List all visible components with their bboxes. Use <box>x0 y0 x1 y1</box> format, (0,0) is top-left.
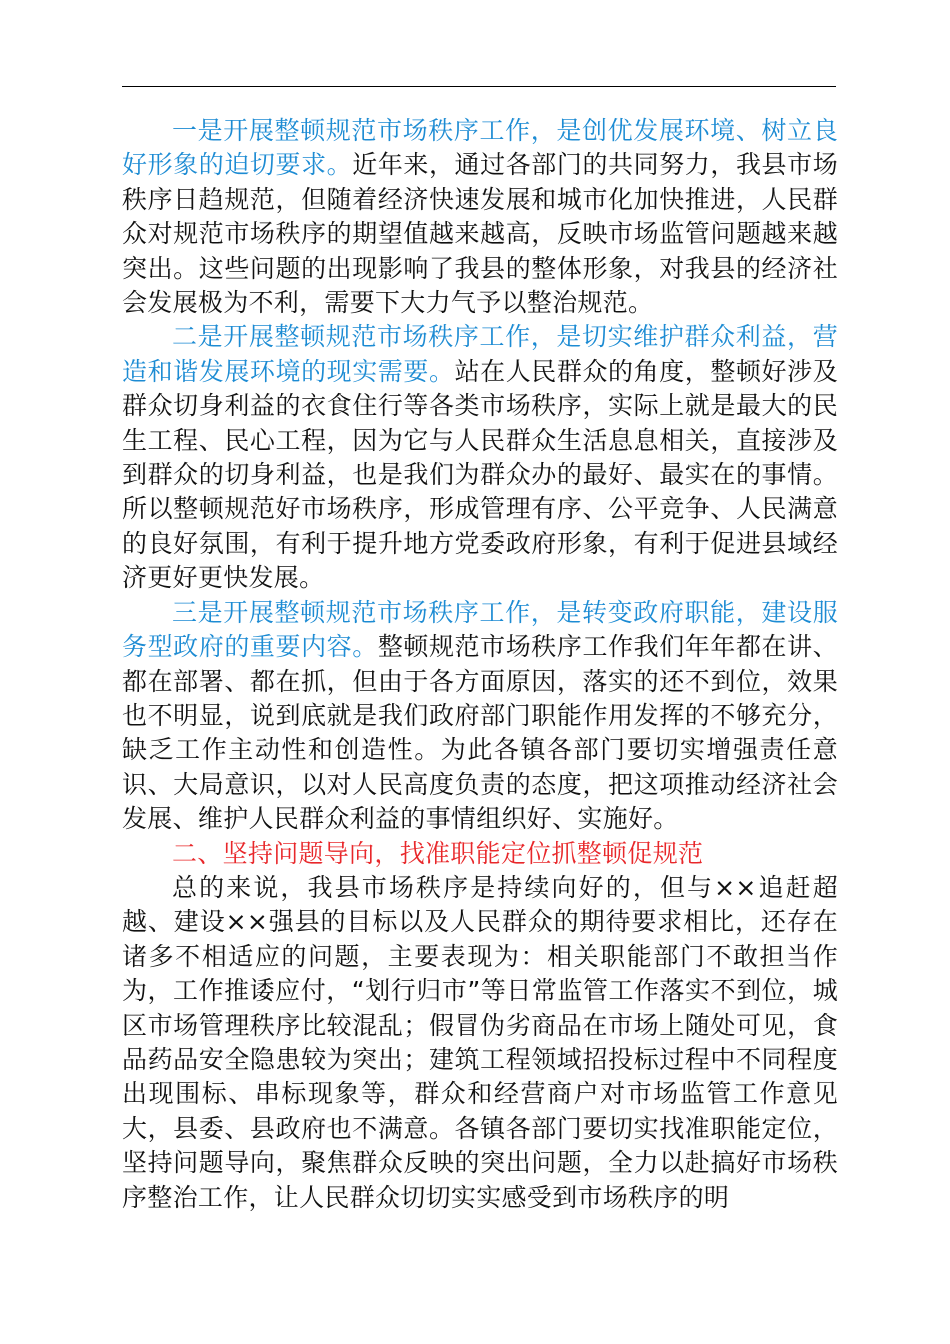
section-heading: 二、坚持问题导向，找准职能定位抓整顿促规范 <box>172 838 704 868</box>
header-rule <box>122 86 836 87</box>
paragraph-2 <box>122 320 838 595</box>
paragraph-1-text: 近年来，通过各部门的共同努力，我县市场秩序日趋规范，但随着经济快速发展和城市化加快推进，人民群众对规范市场秩序的期望值越来越高，反映市场监管问题越来越突出。这些问题的出现影响了我县的整体形象，对我县的经济社会发展极为不利，需要下大力气予以整治规范。 <box>122 150 838 318</box>
paragraph-3-lead: 三是开展整顿规范市场秩序工作，是转变政府职能，建设服务型政府的重要内容。 <box>122 597 838 662</box>
paragraph-1 <box>122 114 838 320</box>
document-body <box>122 114 838 1215</box>
paragraph-2-lead: 二是开展整顿规范市场秩序工作，是切实维护群众利益，营造和谐发展环境的现实需要。 <box>122 322 838 386</box>
paragraph-2-text: 站在人民群众的角度，整顿好涉及群众切身利益的衣食住行等各类市场秩序，实际上就是最大的民生工程、民心工程，因为它与人民群众生活息息相关，直接涉及到群众的切身利益，也是我们为群众办的最好、最实在的事情。所以整顿规范好市场秩序，形成管理有序、公平竞争、人民满意的良好氛围，有利于提升地方党委政府形象，有利于促进县域经济更好更快发展。 <box>122 356 838 593</box>
paragraph-3-text: 整顿规范市场秩序工作我们年年都在讲、都在部署、都在抓，但由于各方面原因，落实的还不到位，效果也不明显，说到底就是我们政府部门职能作用发挥的不够充分，缺乏工作主动性和创造性。为此各镇各部门要切实增强责任意识、大局意识，以对人民高度负责的态度，把这项推动经济社会发展、维护人民群众利益的事情组织好、实施好。 <box>122 632 838 834</box>
paragraph-3 <box>122 596 838 837</box>
paragraph-1-lead: 一是开展整顿规范市场秩序工作，是创优发展环境、树立良好形象的迫切要求。 <box>122 116 838 180</box>
closing-paragraph: 总的来说，我县市场秩序是持续向好的，但与××追赶超越、建设××强县的目标以及人民群众的期待要求相比，还存在诸多不相适应的问题，主要表现为：相关职能部门不敢担当作为，工作推诿应付，“划行归市”等日常监管工作落实不到位，城区市场管理秩序比较混乱；假冒伪劣商品在市场上随处可见，食品药品安全隐患较为突出；建筑工程领域招投标过程中不同程度出现围标、串标现象等，群众和经营商户对市场监管工作意见大，县委、县政府也不满意。各镇各部门要切实找准职能定位，坚持问题导向，聚焦群众反映的突出问题，全力以赴搞好市场秩序整治工作，让人民群众切切实实感受到市场秩序的明 <box>122 872 838 1212</box>
